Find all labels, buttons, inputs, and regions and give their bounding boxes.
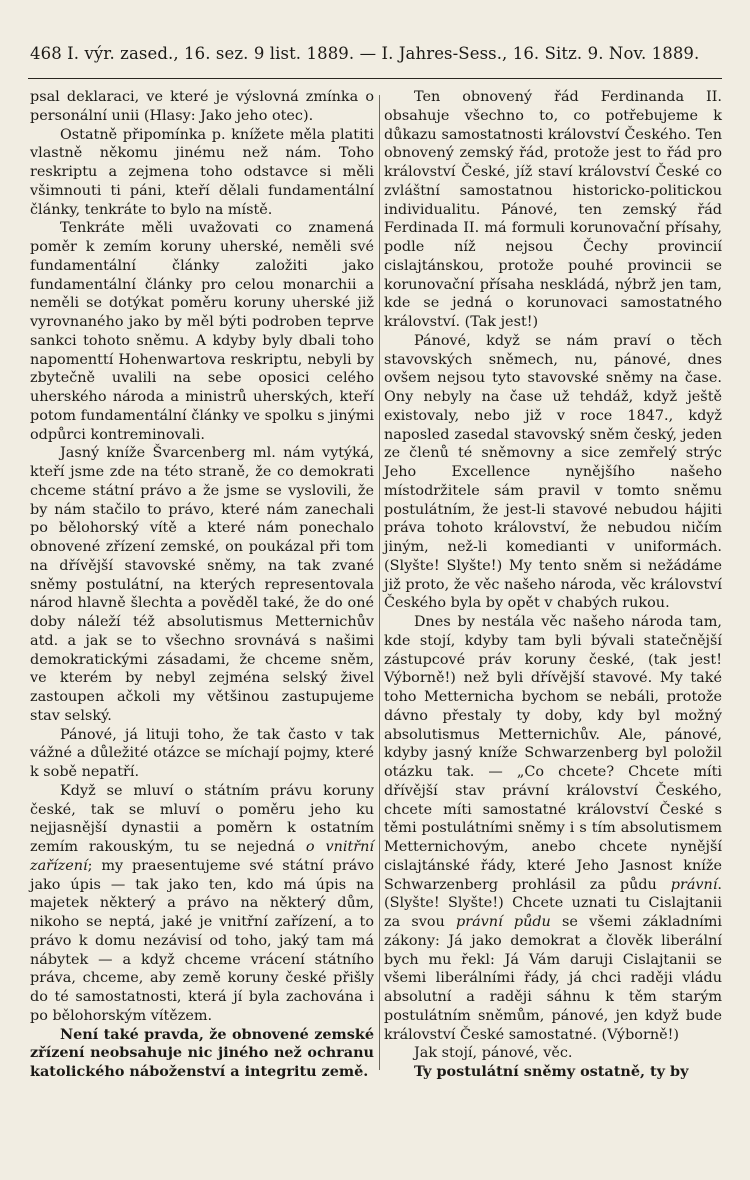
italic-text: o vnitřní zařízení — [30, 839, 374, 874]
column-divider — [379, 95, 380, 1070]
right-column — [384, 88, 722, 1082]
text-run: ; my praesentujeme své státní právo jako úpis — tak jako ten, kdo má úpis na majetek některý a právo na některý dům, nikoho se neptá, jaké je vnitřní zařízení, a to právo k domu nezávisí od toho, jaký tam má nábytek — a když chceme vrácení státního práva, chceme, aby země koruny české přišly do té samostatnosti, která jí byla zachována i po bělohorským vítězem. — [30, 857, 374, 1024]
left-column — [30, 88, 374, 1082]
italic-text: právní půdu — [456, 914, 551, 930]
italic-text: právní — [670, 876, 718, 893]
paragraph: Pánové, když se nám praví o těch stavovských sněmech, nu, pánové, dnes ovšem nejsou tyto stavovské sněmy na čase. Ony nebyly na čase už tehdáž, když ještě existovaly, nebo již v roce 1847., když naposled zasedal stavovský sněm český, jeden ze členů té sněmovny a sice zemřelý strýc Jeho Excellence nynějšího našeho místodržitele sám pravil v tomto sněmu postulátním, že jest-li stavové nebudou hájiti práva tohoto království, že nebudou ničím jiným, než-li komedianti v uniformách. (Slyšte! Slyšte!) My tento sněm si nežádáme již proto, že věc našeho národa, věc království Českého byla by opět v chabých rukou. — [384, 332, 722, 612]
paragraph: Tenkráte měli uvažovati co znamená poměr k zemím koruny uherské, neměli své fundamentální články založiti jako fundamentální články pro celou monarchii a neměli se dotýkat poměru koruny uherské již vyrovnaného jako by měl býti podroben teprve sankci tohoto sněmu. A kdyby byly dbali toho napomenttí Hohenwartova reskriptu, nebyli by zbytečně uvalili na sebe oposici celého uherského národa a ministrů uherských, kteří potom fundamentální články ve spolku s jinými odpůrci kontreminovali. — [30, 220, 374, 443]
paragraph: psal deklaraci, ve které je výslovná zmínka o personální unii (Hlasy: Jako jeho otec). — [30, 89, 374, 124]
paragraph: Ostatně připomínka p. knížete měla platiti vlastně někomu jinému než nám. Toho reskriptu a zejmena toho odstavce si měli všimnouti ti páni, kteří dělali fundamentální články, tenkráte to bylo na místě. — [30, 126, 374, 218]
paragraph: Ten obnovený řád Ferdinanda II. obsahuje všechno to, co potřebujeme k důkazu samostatnosti království Českého. Ten obnovený zemský řád, protože jest to řád pro království České, jíž staví království České co zvláštní samostatnou historicko-politickou individualitu. Pánové, ten zemský řád Ferdinada II. má formuli korunovační přísahy, podle níž nejsou Čechy provincií cislajtánskou, protože pouhé provincii se korunovační přísaha neskládá, nýbrž jen tam, kde se jedná o korunovaci samostatného království. (Tak jest!) — [384, 89, 722, 330]
paragraph — [30, 782, 374, 1026]
paragraph: Jasný kníže Švarcenberg ml. nám vytýká, kteří jsme zde na této straně, že co demokrati chceme státní právo a že jsme se vyslovili, že by nám stačilo to právo, které nám zanechali po bělohorský vítě a které nám ponechalo obnovené zřízení zemské, on poukázal při tom na dřívější stavovské sněmy, na tak zvané sněmy postulátní, na kterých representovala národ hlavně šlechta a pověděl také, že do oné doby náleží též absolutismus Metternichův atd. a jak se to všechno srovnává s našimi demokratickými zásadami, že chceme sněm, ve kterém by nebyl zejména selský živel zastoupen ačkoli my většinou zastupujeme stav selský. — [30, 445, 374, 724]
text-run: Když se mluví o státním právu koruny české, tak se mluví o poměru jeho ku nejjasnější dynastii a poměrn k ostatním zemím rakouským, tu se nejedná — [30, 782, 374, 855]
paragraph: Jak stojí, pánové, věc. — [414, 1045, 573, 1062]
paragraph-bold: Ty postulátní sněmy ostatně, ty by — [414, 1063, 689, 1080]
paragraph-bold: Není také pravda, že obnovené zemské zřízení neobsahuje nic jiného než ochranu katolického náboženství a integritu země. — [30, 1025, 374, 1080]
text-run: Dnes by nestála věc našeho národa tam, kde stojí, kdyby tam byli bývali statečnější zástupcové práv koruny české, (tak jest! Výborně!) než byli dřívější stavové. My také toho Metternicha bychom se nebáli, protože dávno přestaly ty doby, kdy byl možný absolutismus Metternichův. Ale, pánové, kdyby jasný kníže Schwarzenberg byl položil otázku tak. — „Co chcete? Chcete míti dřívější stav právní království Českého, chcete míti samostatné království České s těmi postulátními sněmy i s tím absolutismem Metternichovým, anebo chcete nynější cislajtánské řády, které Jeho Jasnost kníže Schwarzenberg prohlásil za půdu — [384, 614, 722, 893]
text-run: . (Slyšte! Slyšte!) Chcete uznati tu Cislajtanii za svou — [384, 876, 722, 930]
text-run: se všemi základními zákony: Já jako demokrat a člověk liberální bych mu řekl: Já Vám daruji Cislajtanii se všemi liberálními řády, já chci raději vládu absolutní a raději sáhnu k těm starým postulátním sněmům, pánové, jen když bude království České samostatné. (Výborně!) — [384, 914, 722, 1043]
running-header: 468 I. výr. zased., 16. sez. 9 list. 1889. — I. Jahres-Sess., 16. Sitz. 9. Nov. 1889. — [30, 44, 700, 63]
paragraph: Pánové, já lituji toho, že tak často v tak vážné a důležité otázce se míchají pojmy, které k sobě nepatří. — [30, 726, 374, 780]
paragraph — [384, 613, 722, 1044]
header-rule — [28, 78, 722, 79]
